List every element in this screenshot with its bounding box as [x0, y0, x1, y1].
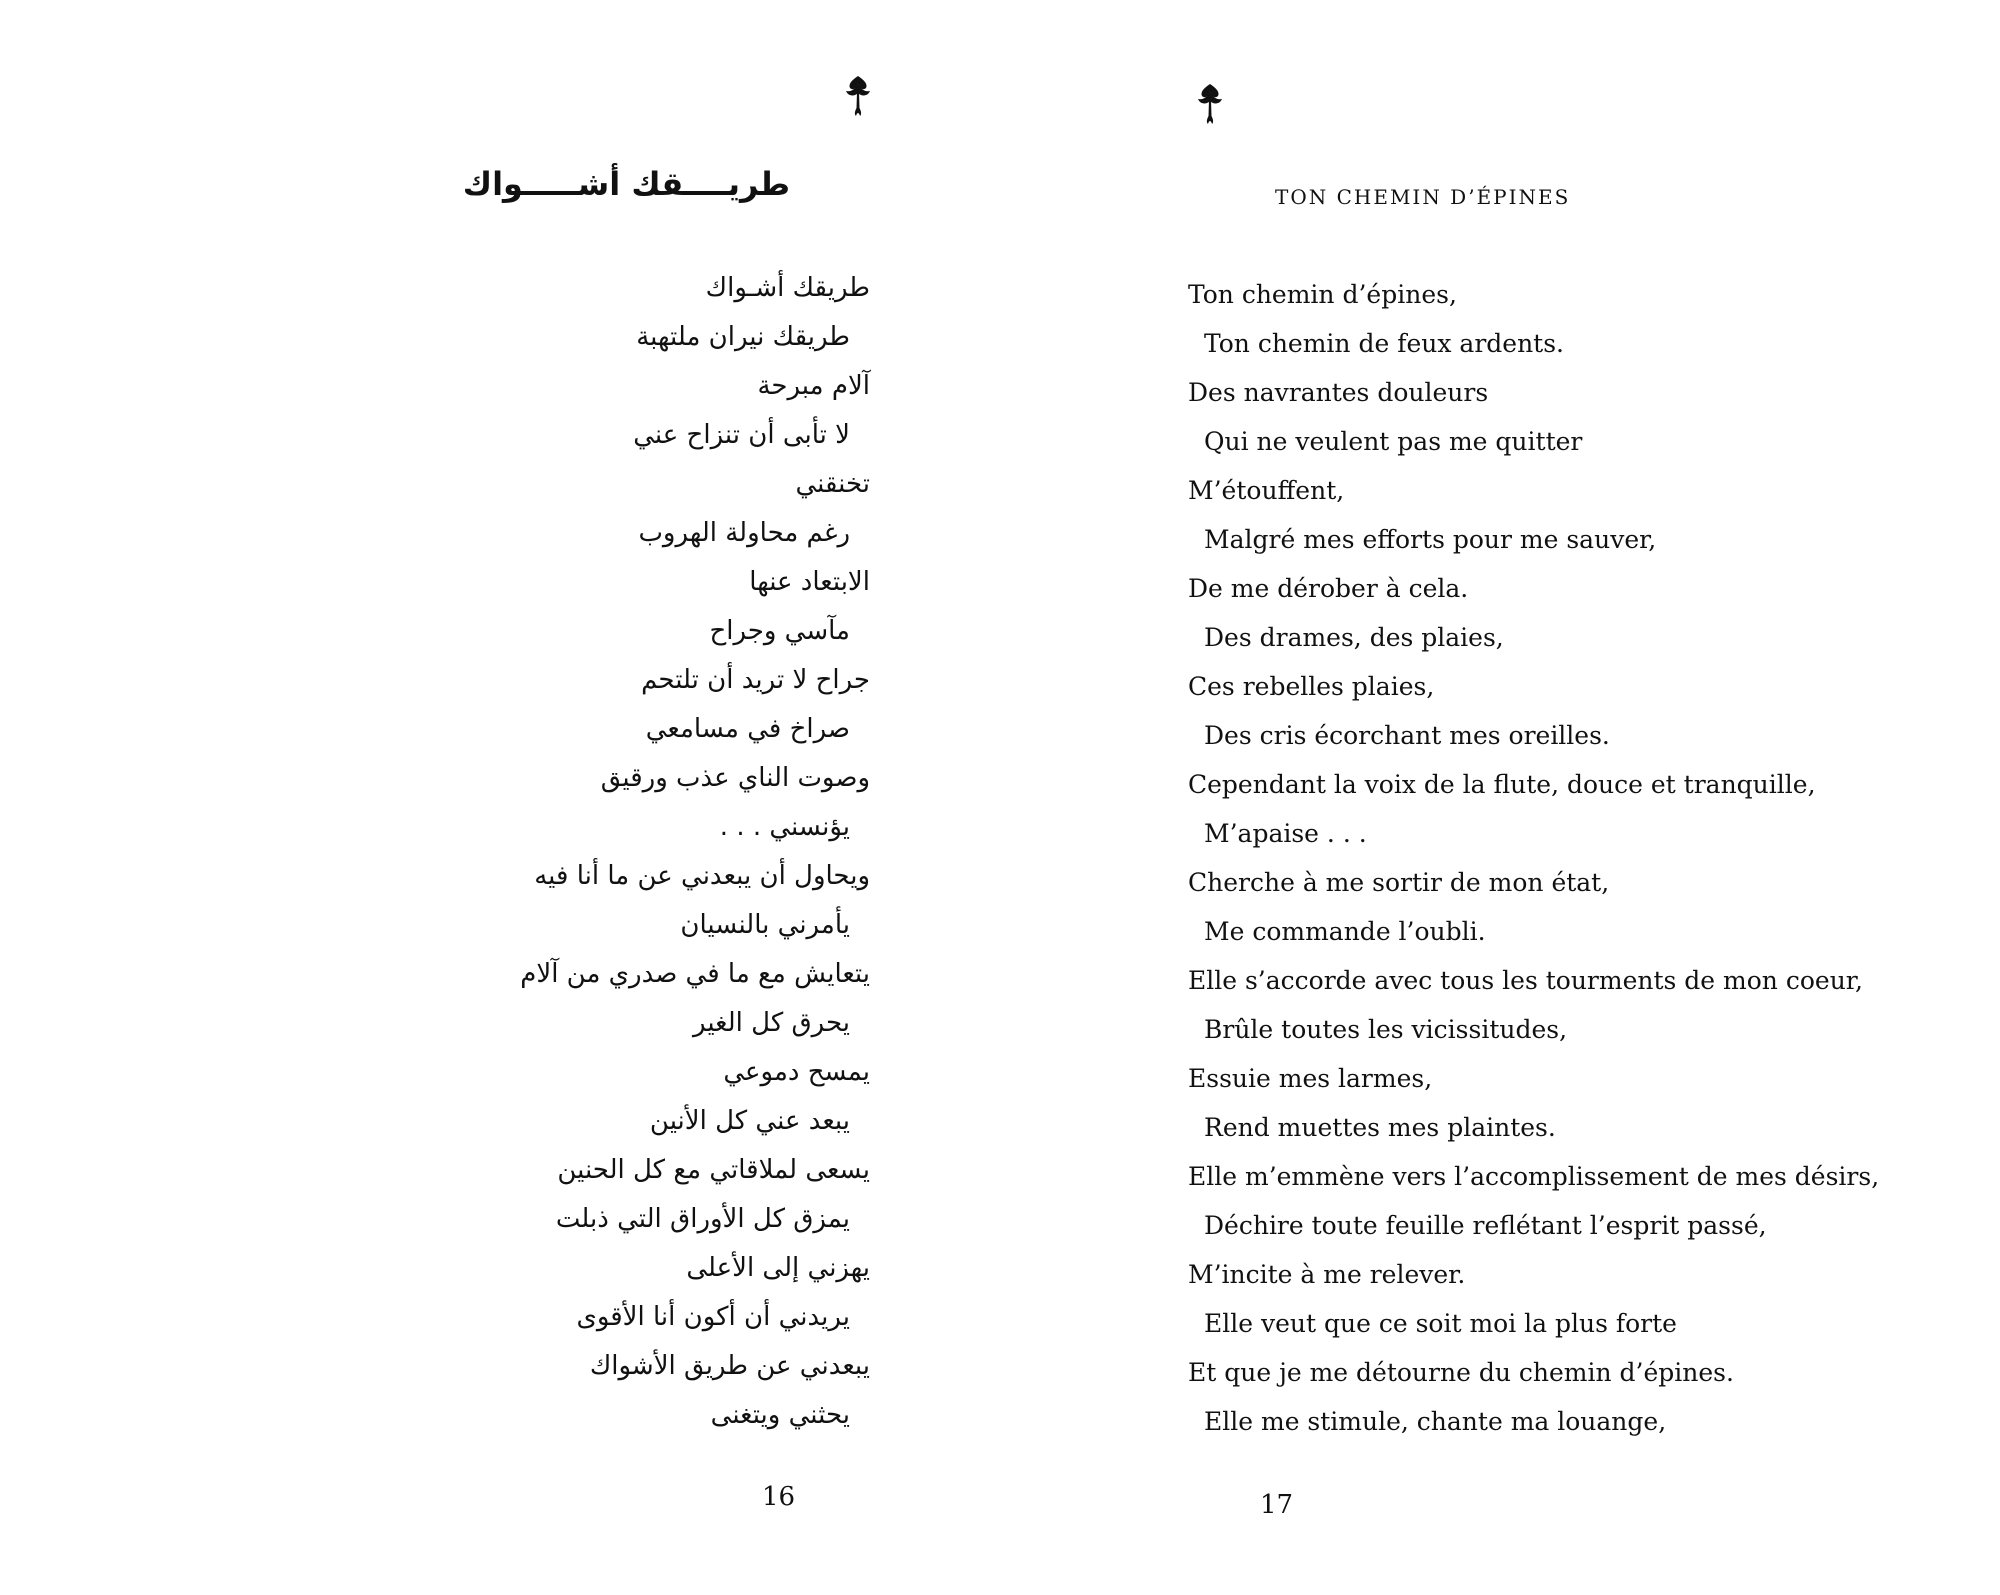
poem-line: الابتعاد عنها	[749, 567, 870, 597]
poem-line: رغم محاولة الهروب	[638, 518, 850, 548]
poem-line: تخنقني	[795, 469, 870, 499]
poem-line: جراح لا تريد أن تلتحم	[641, 665, 870, 695]
poem-line: Déchire toute feuille reflétant l’esprit passé,	[1204, 1211, 1767, 1240]
poem-line: لا تأبى أن تنزاح عني	[633, 420, 850, 450]
poem-title-french: TON CHEMIN D’ÉPINES	[1275, 185, 1571, 209]
page-number: 16	[762, 1482, 796, 1512]
poem-line: Brûle toutes les vicissitudes,	[1204, 1015, 1568, 1044]
poem-line: Me commande l’oubli.	[1204, 917, 1486, 946]
poem-line: يحثني ويتغنى	[710, 1400, 850, 1430]
poem-line: Ces rebelles plaies,	[1188, 672, 1435, 701]
poem-line: Des cris écorchant mes oreilles.	[1204, 721, 1610, 750]
poem-french	[1188, 270, 1978, 1446]
poem-line: طريقك أشـواك	[705, 273, 870, 303]
poem-line: Elle m’emmène vers l’accomplissement de mes désirs,	[1188, 1162, 1880, 1191]
poem-line: M’incite à me relever.	[1188, 1260, 1466, 1289]
poem-line: Des drames, des plaies,	[1204, 623, 1504, 652]
poem-line: Cependant la voix de la flute, douce et tranquille,	[1188, 770, 1816, 799]
page-number: 17	[1260, 1490, 1294, 1520]
poem-line: Des navrantes douleurs	[1188, 378, 1489, 407]
poem-line: Et que je me détourne du chemin d’épines.	[1188, 1358, 1734, 1387]
poem-line: يأمرني بالنسيان	[680, 910, 850, 940]
poem-line: يمزق كل الأوراق التي ذبلت	[555, 1204, 850, 1234]
poem-title-arabic: طريــــقك أشـــــواك	[462, 165, 790, 203]
poem-line: طريقك نيران ملتهبة	[636, 322, 850, 352]
poem-line: De me dérober à cela.	[1188, 574, 1469, 603]
poem-line: Ton chemin de feux ardents.	[1204, 329, 1564, 358]
poem-line: يريدني أن أكون أنا الأقوى	[576, 1302, 850, 1332]
poem-line: صراخ في مسامعي	[645, 714, 850, 744]
poem-line: Malgré mes efforts pour me sauver,	[1204, 525, 1657, 554]
fleuron-icon	[840, 74, 876, 118]
poem-line: يسعى لملاقاتي مع كل الحنين	[557, 1155, 870, 1185]
poem-line: يتعايش مع ما في صدري من آلام	[520, 959, 870, 989]
poem-line: آلام مبرحة	[757, 371, 870, 401]
poem-line: مآسي وجراح	[709, 616, 850, 646]
right-page	[1000, 0, 2000, 1595]
poem-line: وصوت الناي عذب ورقيق	[600, 763, 870, 793]
poem-line: Rend muettes mes plaintes.	[1204, 1113, 1556, 1142]
poem-line: يمسح دموعي	[723, 1057, 870, 1087]
poem-line: M’apaise . . .	[1204, 819, 1367, 848]
poem-line: Elle s’accorde avec tous les tourments de mon coeur,	[1188, 966, 1863, 995]
poem-line: Ton chemin d’épines,	[1188, 280, 1457, 309]
poem-line: يبعدني عن طريق الأشواك	[589, 1351, 870, 1381]
poem-line: Qui ne veulent pas me quitter	[1204, 427, 1583, 456]
poem-line: M’étouffent,	[1188, 476, 1345, 505]
poem-line: Elle veut que ce soit moi la plus forte	[1204, 1309, 1677, 1338]
poem-line: يؤنسني . . .	[719, 812, 850, 842]
poem-line: ويحاول أن يبعدني عن ما أنا فيه	[534, 861, 870, 891]
poem-arabic	[430, 264, 870, 1440]
poem-line: يبعد عني كل الأنين	[649, 1106, 850, 1136]
poem-line: Essuie mes larmes,	[1188, 1064, 1433, 1093]
poem-line: Elle me stimule, chante ma louange,	[1204, 1407, 1667, 1436]
poem-line: يحرق كل الغير	[692, 1008, 850, 1038]
fleuron-icon	[1192, 82, 1228, 126]
poem-line: يهزني إلى الأعلى	[686, 1253, 870, 1283]
poem-line: Cherche à me sortir de mon état,	[1188, 868, 1610, 897]
